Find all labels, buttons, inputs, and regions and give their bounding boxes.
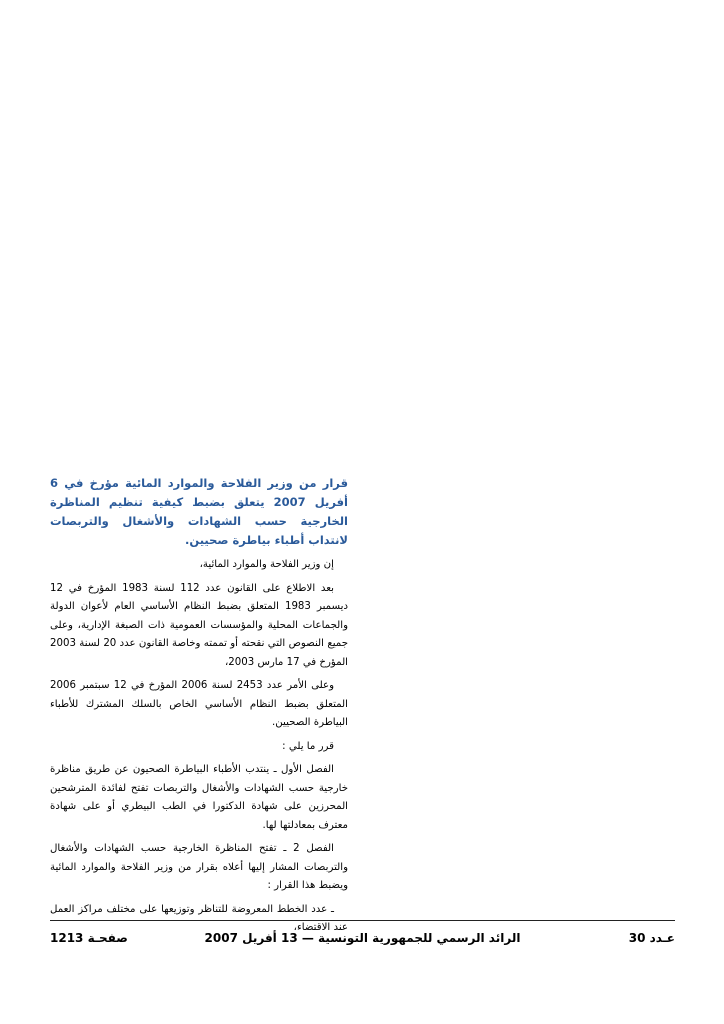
decree-article-1: الفصل الأول ـ ينتدب الأطباء البياطرة الصحيون عن طريق مناظرة خارجية حسب الشهادات والأشغال والتربصات تفتح لفائدة المترشحين المحرزين على شهادة الدكتورا في الطب البيطري أو على شهادة معترف بمعادلتها لها. [50,764,348,831]
page-number: صفحـة 1213 [50,931,128,945]
decree-title: قرار من وزير الفلاحة والموارد المائية مؤرخ في 6 أفريل 2007 يتعلق بضبط كيفية تنظيم المناظرة الخارجية حسب الشهادات والأشغال والتربصات لانتداب أطباء بياطرة صحيين. [50,476,348,547]
decree-article-2: الفصل 2 ـ تفتح المناظرة الخارجية حسب الشهادات والأشغال والتربصات المشار إليها أعلاه بقرار من وزير الفلاحة والموارد المائية ويضبط هذا القرار : [50,843,348,891]
decree-preamble: إن وزير الفلاحة والموارد المائية، [199,559,334,570]
decree-paragraph: بعد الاطلاع على القانون عدد 112 لسنة 1983 المؤرخ في 12 ديسمبر 1983 المتعلق بضبط النظام الأساسي العام لأعوان الدولة والجماعات المحلية والمؤسسات العمومية ذات الصبغة الإدارية، وعلى جميع النصوص التي نقحته أو تممته وخاصة القانون عدد 20 لسنة 2003 المؤرخ في 17 مارس 2003، [50,582,348,668]
decree-decision-line: قرر ما يلي : [282,740,334,752]
gazette-title: الرائد الرسمي للجمهورية التونسية — 13 أفريل 2007 [204,931,521,945]
decree-article-2-item: ـ عدد الخطط المعروضة للتناظر وتوزيعها على مختلف مراكز العمل عند الاقتضاء، [50,903,348,933]
decree-paragraph: وعلى الأمر عدد 2453 لسنة 2006 المؤرخ في 12 سبتمبر 2006 المتعلق بضبط النظام الأساسي الخاص بالسلك المشترك للأطباء البياطرة الصحيين. [50,680,348,728]
footer-divider [50,920,675,921]
decree-column [50,474,348,943]
page-footer [50,931,675,951]
issue-number: عـدد 30 [628,931,675,945]
